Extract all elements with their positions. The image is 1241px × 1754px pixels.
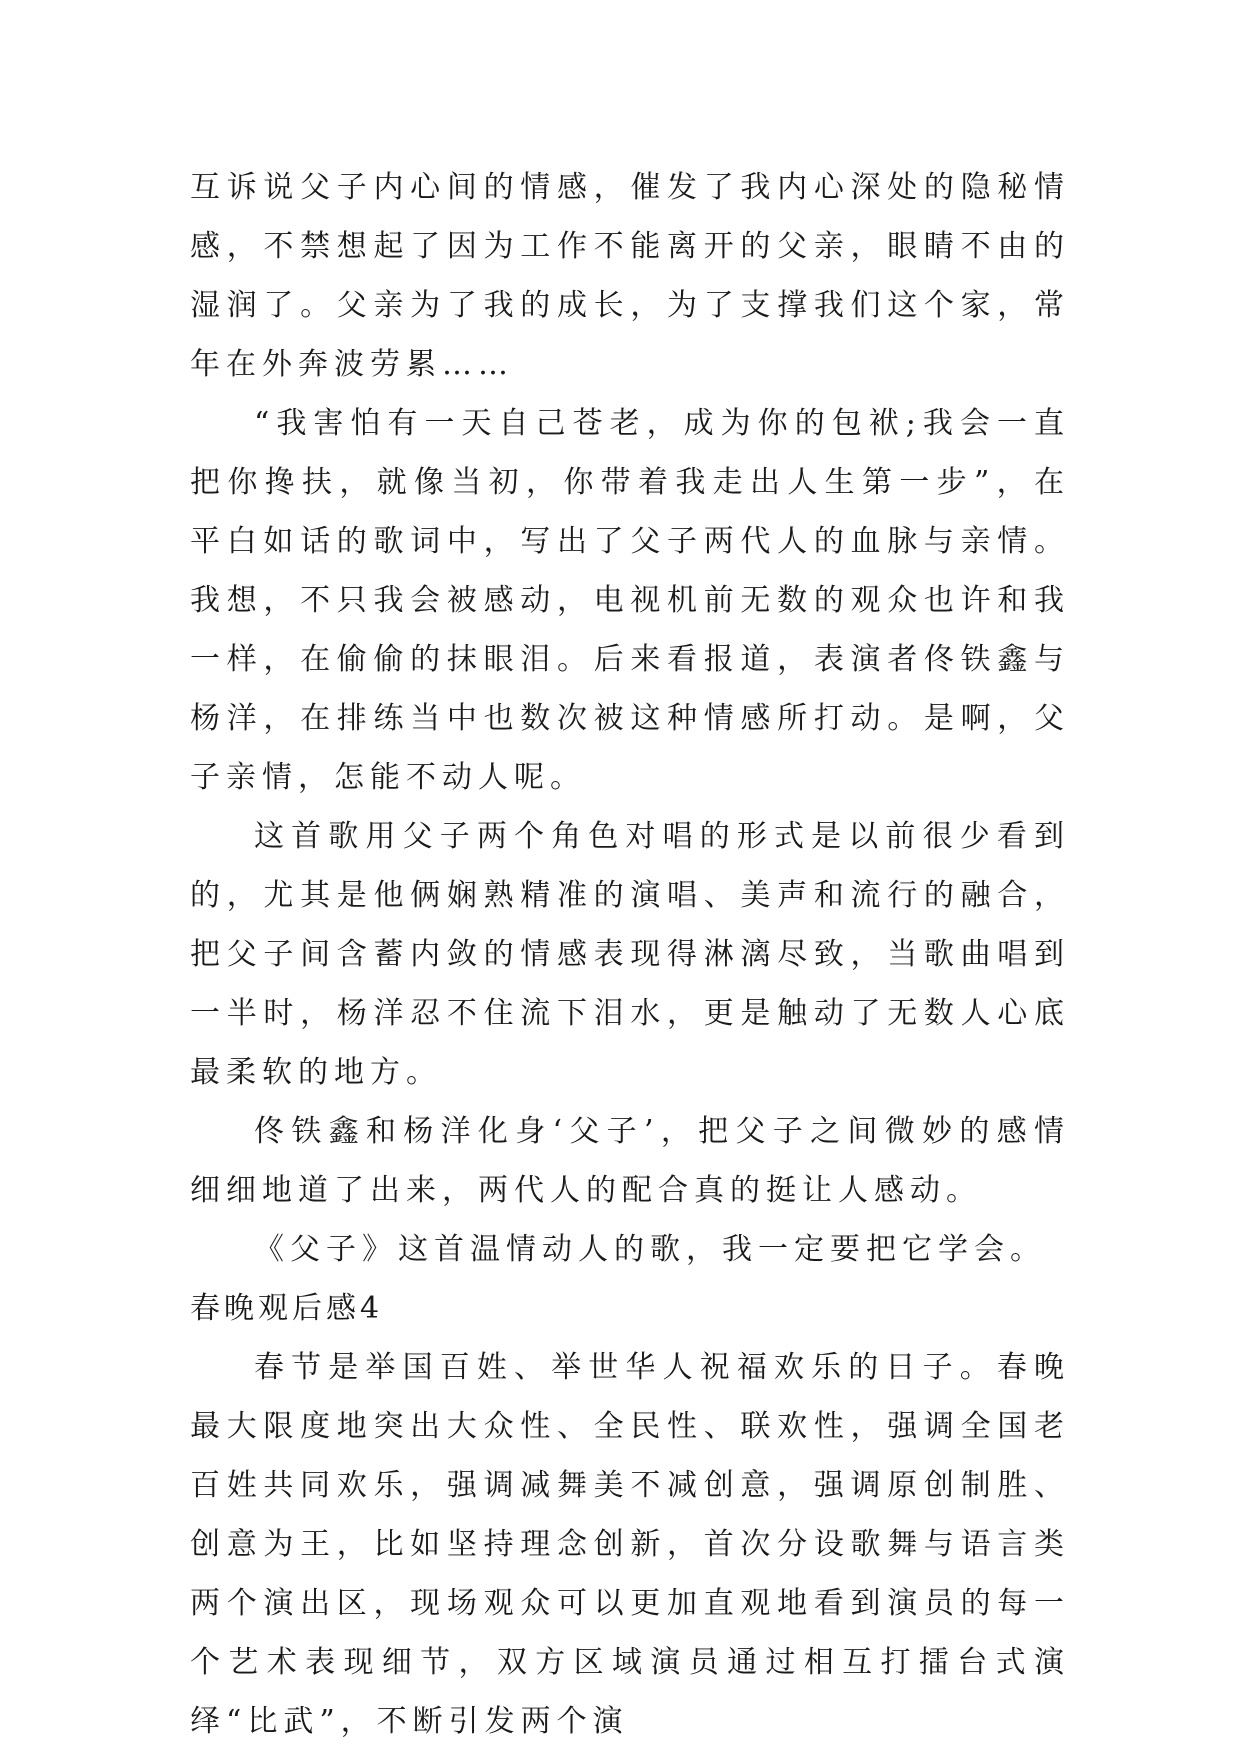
section-heading: 春晚观后感4 [190,1291,384,1326]
paragraph-3: 这首歌用父子两个角色对唱的形式是以前很少看到的，尤其是他俩娴熟精准的演唱、美声和流行的融合，把父子间含蓄内敛的情感表现得淋漓尽致，当歌曲唱到一半时，杨洋忍不住流下泪水，更是触动了无数人心底最柔软的地方。 [190,819,1070,1090]
paragraph-4: 佟铁鑫和杨洋化身‘父子’，把父子之间微妙的感情细细地道了出来，两代人的配合真的挺让人感动。 [190,1114,1070,1208]
document-body [190,158,1070,1751]
paragraph-1: 互诉说父子内心间的情感，催发了我内心深处的隐秘情感，不禁想起了因为工作不能离开的父亲，眼睛不由的湿润了。父亲为了我的成长，为了支撑我们这个家，常年在外奔波劳累…… [190,170,1070,382]
paragraph-2: “我害怕有一天自己苍老，成为你的包袱;我会一直把你搀扶，就像当初，你带着我走出人生第一步”，在平白如话的歌词中，写出了父子两代人的血脉与亲情。我想，不只我会被感动，电视机前无数的观众也许和我一样，在偷偷的抹眼泪。后来看报道，表演者佟铁鑫与杨洋，在排练当中也数次被这种情感所打动。是啊，父子亲情，怎能不动人呢。 [190,406,1070,795]
paragraph-5: 《父子》这首温情动人的歌，我一定要把它学会。 [254,1232,1046,1267]
section-paragraph: 春节是举国百姓、举世华人祝福欢乐的日子。春晚最大限度地突出大众性、全民性、联欢性，强调全国老百姓共同欢乐，强调减舞美不减创意，强调原创制胜、创意为王，比如坚持理念创新，首次分设歌舞与语言类两个演出区，现场观众可以更加直观地看到演员的每一个艺术表现细节，双方区域演员通过相互打擂台式演绎“比武”，不断引发两个演 [190,1350,1070,1739]
